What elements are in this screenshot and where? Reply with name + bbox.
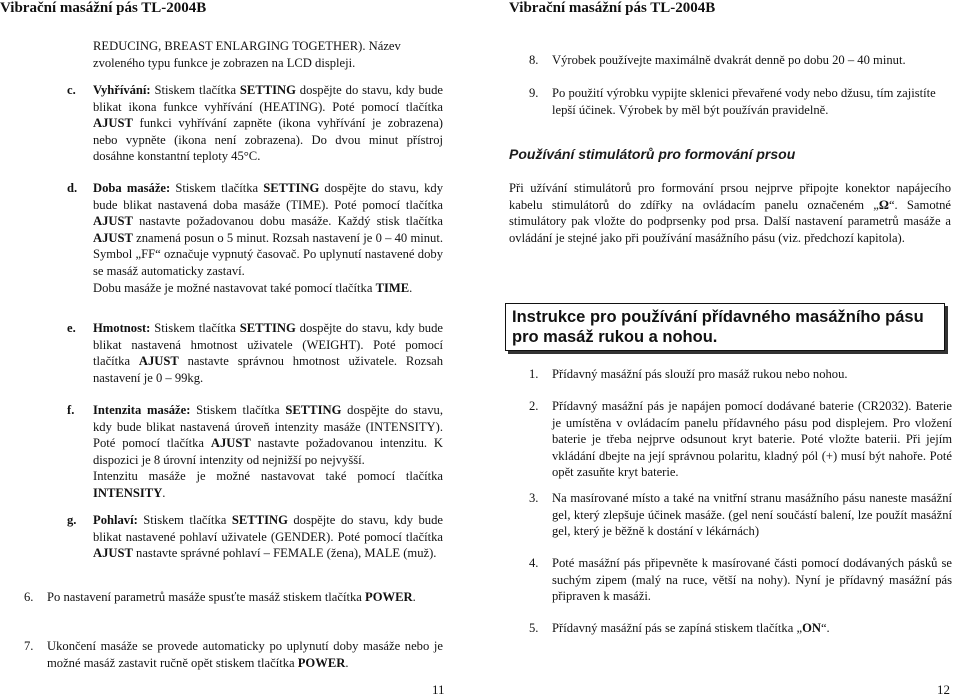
list-item-battery: Přídavný masážní pás je napájen pomocí dodávané baterie (CR2032). Baterie je umístěna v ovládacím panelu přídavného pásu pod displejem. Pro vložení baterie je třeba nejprve odsunout kryt baterie. Poté vložte baterii. Při jejím vkládání dbejte na její správnou polaritu, kladný pól (+) musí být nahoře. Poté opět zasuňte kryt baterie. (552, 399, 952, 480)
item-usage-frequency: Výrobek používejte maximálně dvakrát denně po dobu 20 – 40 minut. (552, 53, 906, 67)
item-gender: Pohlaví: Stiskem tlačítka SETTING dospějte do stavu, kdy bude blikat nastavené pohlaví uživatele (GENDER). Poté pomocí tlačítka AJUST nastavte správné pohlaví – FEMALE (žena), MALE (muž). (93, 513, 443, 561)
page-number: 11 (432, 682, 445, 697)
item-marker-c: c. (67, 83, 76, 97)
step-marker-6: 6. (24, 590, 34, 604)
item-marker-9: 9. (529, 86, 539, 100)
item-intensity: Intenzita masáže: Stiskem tlačítka SETTING dospějte do stavu, kdy bude blikat nastavená úroveň intenzity masáže (INTENSITY). Poté pomocí tlačítka AJUST nastavte požadovanou intenzitu. K dispozici je 8 úrovní intenzity od nejnižší po nejvyšší. Intenzitu masáže je možné nastavovat také pomocí tlačítka INTENSITY. (93, 403, 444, 500)
list-marker-2: 2. (529, 399, 539, 413)
list-marker-3: 3. (529, 491, 539, 505)
step-stop: Ukončení masáže se provede automaticky po uplynutí doby masáže nebo je možné masáž zastavit ručně opět stiskem tlačítka POWER. (47, 639, 443, 670)
intro-paragraph: REDUCING, BREAST ENLARGING TOGETHER). Název zvoleného typu funkce je zobrazen na LCD displeji. (93, 39, 401, 70)
left-page (0, 0, 480, 696)
header-title: Vibrační masážní pás TL-2004B (0, 0, 207, 16)
item-marker-f: f. (67, 403, 75, 417)
list-marker-5: 5. (529, 621, 539, 635)
item-heating: Vyhřívání: Stiskem tlačítka SETTING dospějte do stavu, kdy bude blikat ikona funkce vyhřívání (HEATING). Poté pomocí tlačítka AJUST funkci vyhřívání zapněte (ikona vyhřívání je zobrazena) nebo vypněte (ikona není zobrazena). Do dvou minut přístroj dosáhne konstantní teploty 45°C. (93, 83, 443, 164)
list-item-gel: Na masírované místo a také na vnitřní stranu masážního pásu naneste masážní gel, který zlepšuje účinek masáže. (gel není součástí balení, lze použít masážní gel, který je běžně k dostání v lékárnách) (552, 491, 952, 539)
right-page (480, 0, 960, 696)
page-number: 12 (937, 682, 950, 697)
item-marker-g: g. (67, 513, 77, 527)
item-marker-d: d. (67, 181, 78, 195)
item-marker-8: 8. (529, 53, 539, 67)
item-after-use: Po použití výrobku vypijte sklenici převařené vody nebo džusu, tím zajistíte lepší účinek. Výrobek by měl být používán pravidelně. (552, 86, 936, 117)
list-marker-1: 1. (529, 367, 539, 381)
step-marker-7: 7. (24, 639, 34, 653)
step-start: Po nastavení parametrů masáže spusťte masáž stiskem tlačítka POWER. (47, 590, 416, 604)
list-item-attach: Poté masážní pás připevněte k masírované části pomocí dodávaných pásků se suchým zipem (malý na ruce, větší na nohy). Nyní je přídavný masážní pás připraven k masáži. (552, 556, 952, 604)
section-box-heading: Instrukce pro používání přídavného masážního pásu pro masáž rukou a nohou. (505, 303, 945, 351)
item-weight: Hmotnost: Stiskem tlačítka SETTING dospějte do stavu, kdy bude blikat nastavená hmotnost uživatele (WEIGHT). Poté pomocí tlačítka AJUST nastavte správnou hmotnost uživatele. Rozsah nastavení je 0 – 99kg. (93, 321, 443, 385)
stimulator-paragraph: Při užívání stimulátorů pro formování prsou nejprve připojte konektor napájecího kabelu stimulátorů do zdířky na ovládacím panelu označeném „Ω“. Samotné stimulátory pak vložte do podprsenky pod prsa. Další nastavení parametrů masáže a ovládání je stejné jako při používání masážního pásu (viz. předchozí kapitola). (509, 181, 951, 245)
header-title: Vibrační masážní pás TL-2004B (509, 0, 716, 16)
list-marker-4: 4. (529, 556, 539, 570)
stimulator-heading: Používání stimulátorů pro formování prsou (509, 146, 796, 162)
item-massage-time: Doba masáže: Stiskem tlačítka SETTING dospějte do stavu, kdy bude blikat nastavená doba masáže (TIME). Poté pomocí tlačítka AJUST nastavte požadovanou dobu masáže. Každý stisk tlačítka AJUST znamená posun o 5 minut. Rozsah nastavení je 0 – 40 minut. Symbol „FF“ označuje vypnutý časovač. Po uplynutí nastavené doby se masáž automaticky zastaví. Dobu masáže je možné nastavovat také pomocí tlačítka TIME. (93, 181, 444, 295)
item-marker-e: e. (67, 321, 76, 335)
list-item-purpose: Přídavný masážní pás slouží pro masáž rukou nebo nohou. (552, 367, 848, 381)
list-item-power-on: Přídavný masážní pás se zapíná stiskem tlačítka „ON“. (552, 621, 830, 635)
